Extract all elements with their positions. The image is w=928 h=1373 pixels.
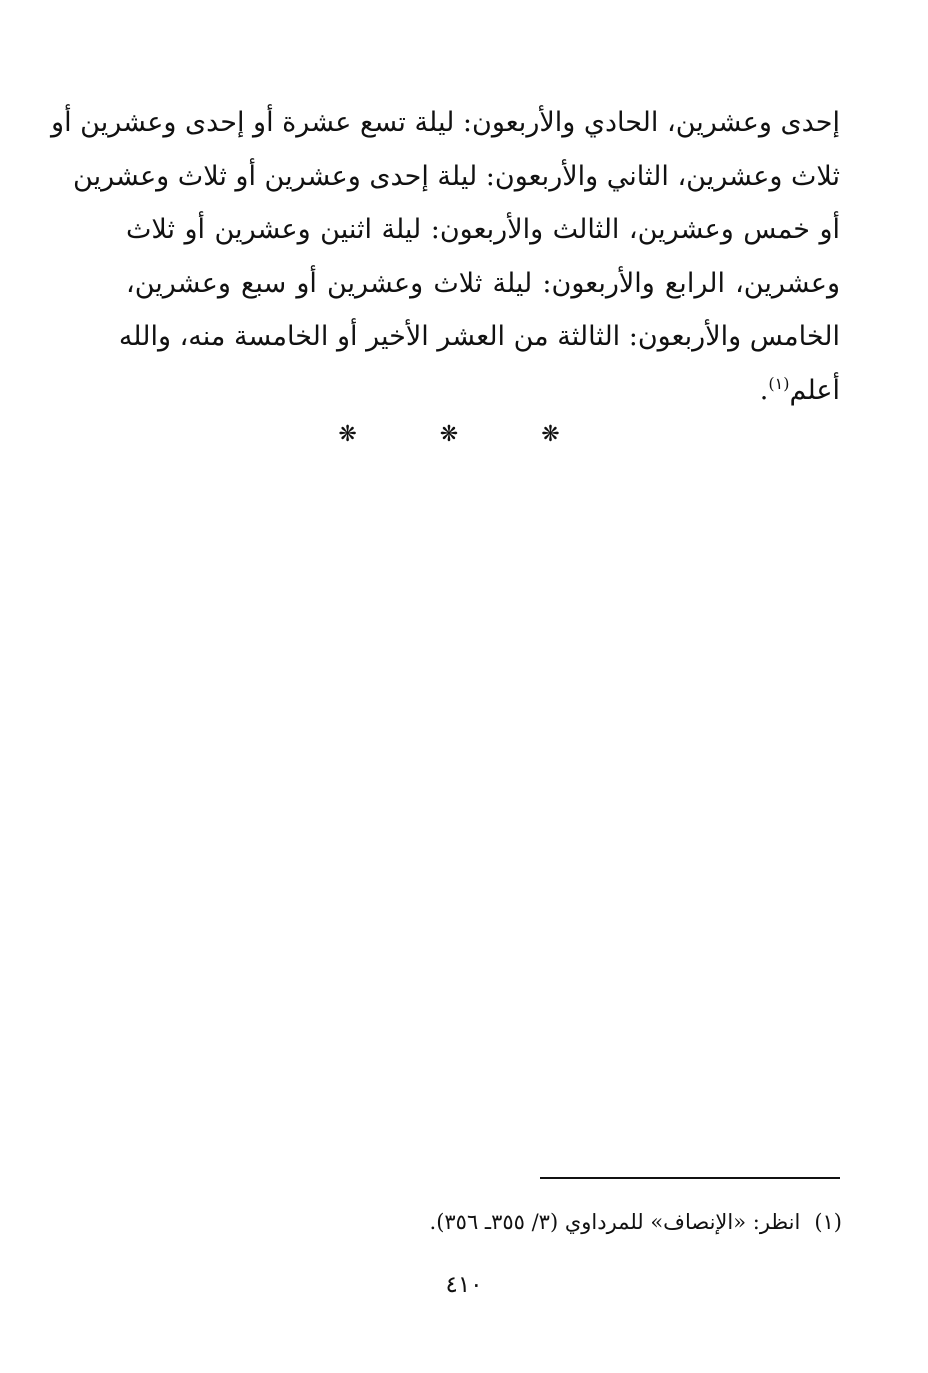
text-line: وعشرين، الرابع والأربعون: ليلة ثلاث وعشرين أو سبع وعشرين،: [126, 267, 840, 299]
footnote-reference: (١): [768, 373, 790, 393]
page-number: ٤١٠: [445, 1272, 483, 1298]
asterism-icon: ❋: [541, 422, 590, 447]
text-line-last: [126, 364, 840, 418]
text-line: ثلاث وعشرين، الثاني والأربعون: ليلة إحدى وعشرين أو ثلاث وعشرين: [73, 160, 840, 192]
main-text: [51, 96, 840, 417]
footnote-number: (١): [814, 1210, 842, 1234]
asterism-icon: ❋: [439, 422, 489, 447]
last-line-word: أعلم: [789, 374, 840, 406]
text-line: إحدى وعشرين، الحادي والأربعون: ليلة تسع عشرة أو إحدى وعشرين أو: [51, 107, 840, 138]
section-separator: [0, 422, 928, 447]
footnote-text: انظر: «الإنصاف» للمرداوي (٣/ ٣٥٥ـ ٣٥٦).: [429, 1210, 801, 1234]
last-line-period: .: [759, 374, 769, 406]
text-line: أو خمس وعشرين، الثالث والأربعون: ليلة اثنين وعشرين أو ثلاث: [126, 214, 840, 245]
footnote: [362, 1206, 842, 1238]
asterism-icon: ❋: [338, 422, 387, 447]
footnote-divider: [540, 1177, 840, 1179]
text-line: الخامس والأربعون: الثالثة من العشر الأخير أو الخامسة منه، والله: [118, 321, 840, 352]
